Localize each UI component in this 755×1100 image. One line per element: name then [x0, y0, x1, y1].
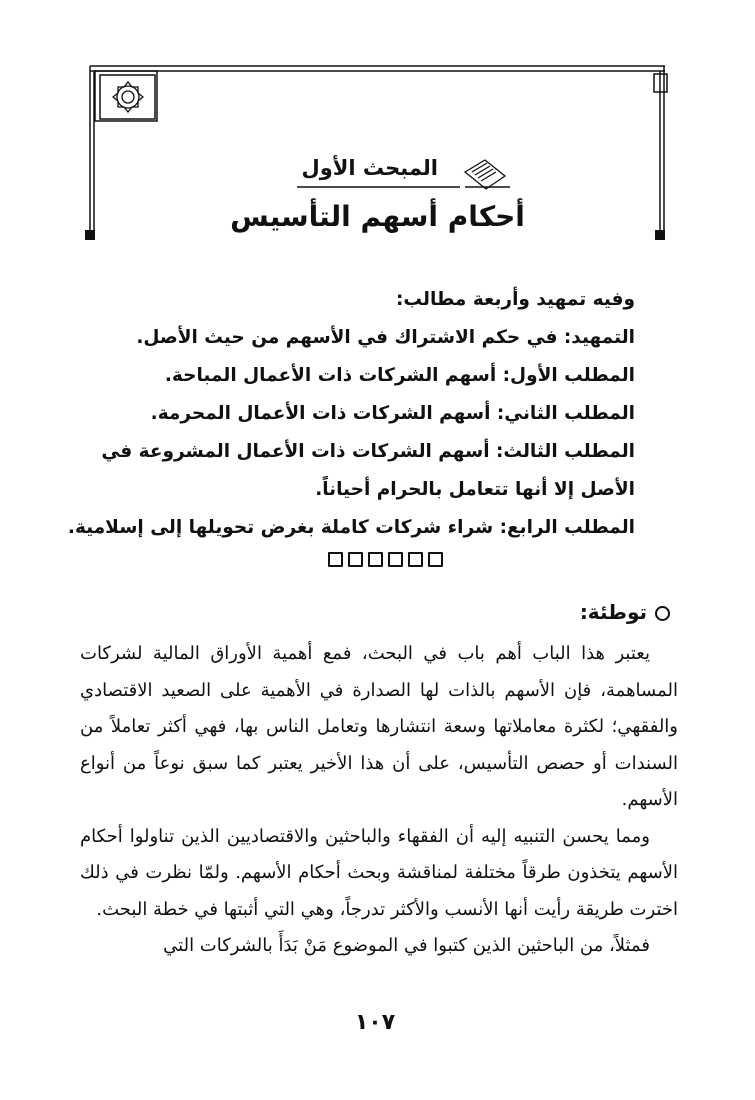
paragraph: ومما يحسن التنبيه إليه أن الفقهاء والباحثين والاقتصاديين الذين تناولوا أحكام الأسهم يتخذون طرقاً مختلفة لمناقشة وبحث أحكام الأسهم. ولمّا نظرت في ذلك اخترت طريقة رأيت أنها الأنسب والأكثر تدرجاً، وهي التي أثبتها في خطة البحث. [80, 825, 678, 920]
ornament-icon [113, 82, 143, 112]
separator-squares [318, 552, 443, 570]
paragraph: فمثلاً، من الباحثين الذين كتبوا في الموضوع مَنْ بَدَأَ بالشركات التي [163, 935, 650, 956]
page-number: ١٠٧ [354, 1010, 396, 1035]
square-icon [388, 552, 403, 567]
body-text [80, 636, 678, 965]
square-icon [428, 552, 443, 567]
section-heading [580, 600, 670, 624]
outline-list [67, 281, 635, 547]
page-title: أحكام أسهم التأسيس [230, 200, 525, 233]
outline-intro: وفيه تمهيد وأربعة مطالب: [396, 289, 635, 310]
chapter-label: المبحث الأول [301, 156, 438, 180]
paragraph: يعتبر هذا الباب أهم باب في البحث، فمع أهمية الأوراق المالية لشركات المساهمة، فإن الأسهم بالذات لها الصدارة في الأهمية على الصعيد الاقتصادي والفقهي؛ لكثرة معاملاتها وسعة انتشارها وتعامل الناس بها، فهي أكثر تعاملاً من السندات أو حصص التأسيس، على أن هذا الأخير يعتبر كما سبق نوعاً من أنواع الأسهم. [80, 643, 678, 810]
outline-item: المطلب الثاني: أسهم الشركات ذات الأعمال المحرمة. [150, 403, 635, 424]
outline-item: المطلب الثالث: أسهم الشركات ذات الأعمال المشروعة في الأصل إلا أنها تتعامل بالحرام أحياناً. [101, 441, 635, 500]
square-icon [328, 552, 343, 567]
outline-item: المطلب الأول: أسهم الشركات ذات الأعمال المباحة. [164, 365, 635, 386]
circle-bullet-icon [655, 606, 670, 621]
section-heading-text: توطئة: [579, 600, 647, 624]
square-icon [408, 552, 423, 567]
chapter-heading [300, 152, 520, 192]
square-icon [348, 552, 363, 567]
outline-item: التمهيد: في حكم الاشتراك في الأسهم من حيث الأصل. [136, 327, 635, 348]
outline-item: المطلب الرابع: شراء شركات كاملة بغرض تحويلها إلى إسلامية. [67, 517, 635, 538]
square-icon [368, 552, 383, 567]
